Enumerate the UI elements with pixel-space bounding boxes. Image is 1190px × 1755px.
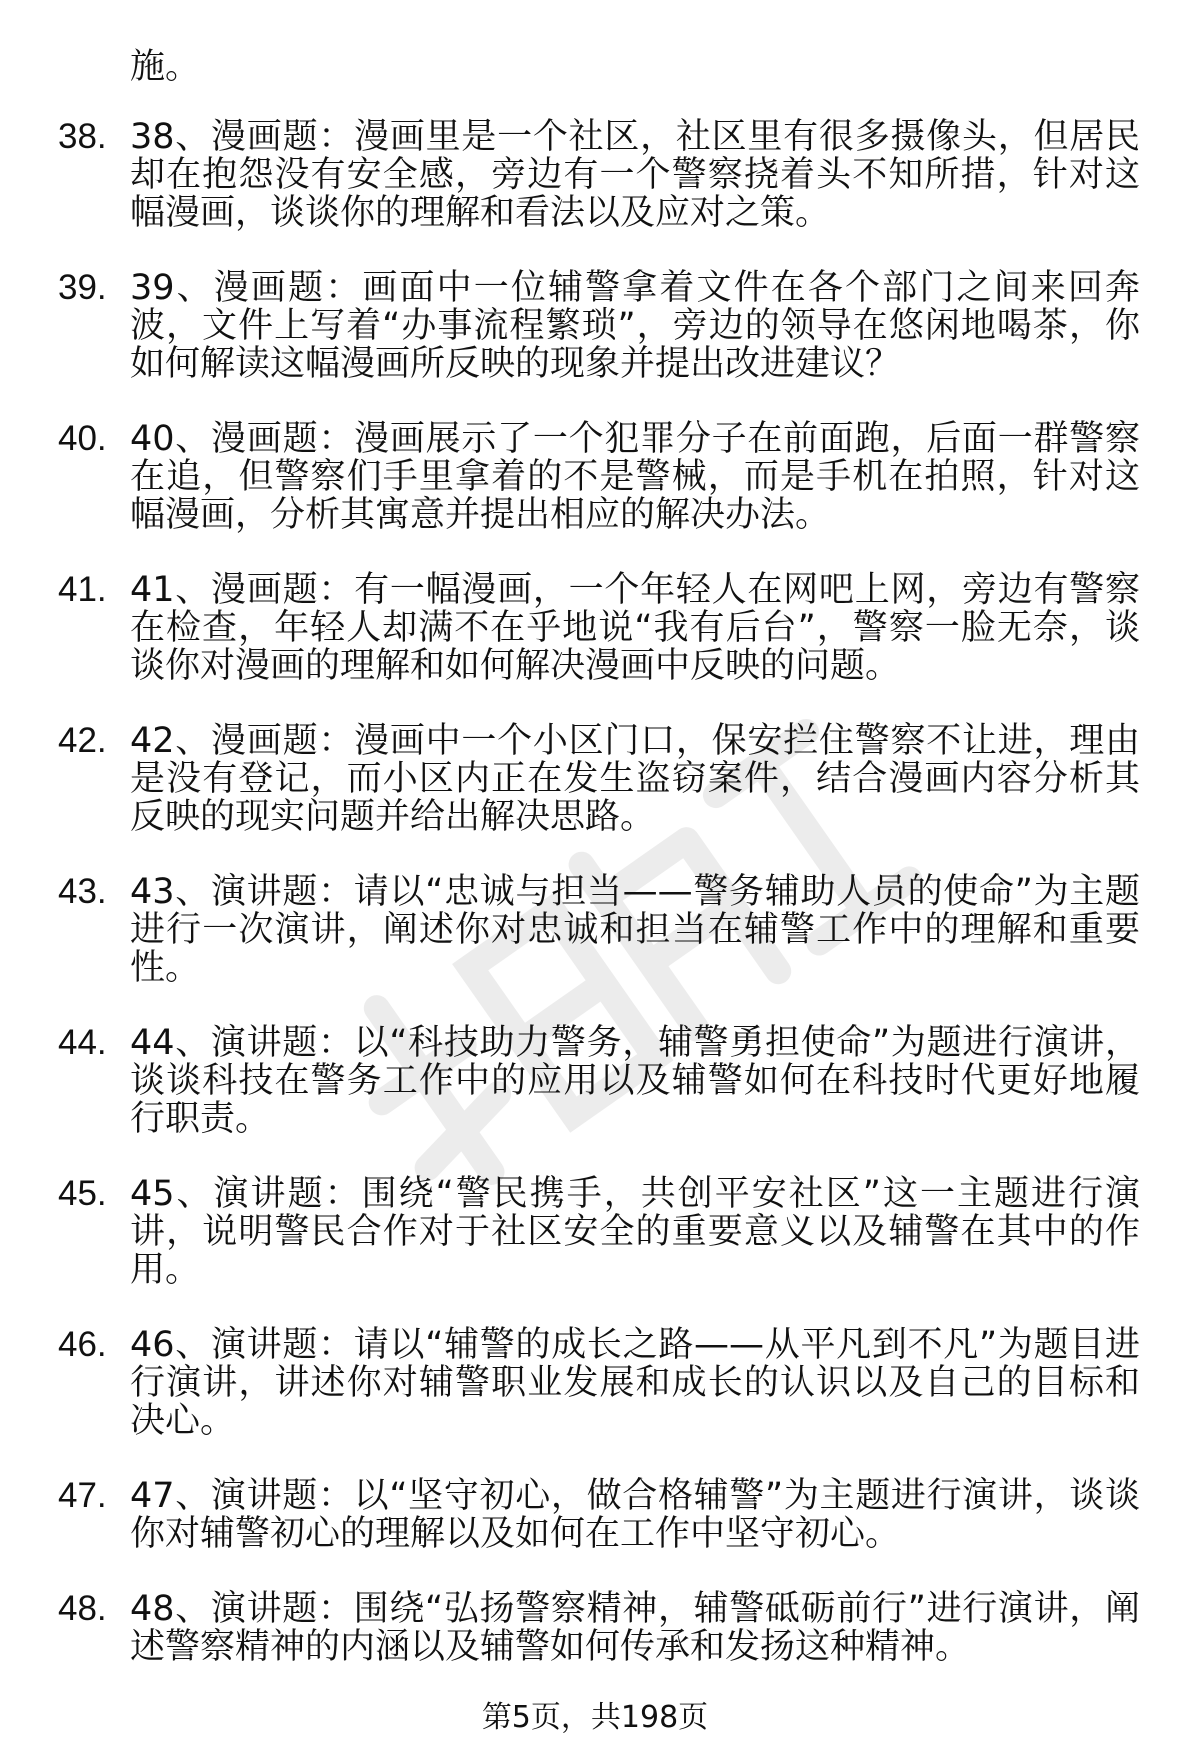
list-item: [0, 873, 1190, 987]
item-number: 44.: [58, 1023, 107, 1062]
item-text: 42、漫画题：漫画中一个小区门口，保安拦住警察不让进，理由是没有登记，而小区内正在发生盗窃案件，结合漫画内容分析其反映的现实问题并给出解决思路。: [130, 721, 1140, 837]
item-number: 38.: [58, 117, 107, 156]
list-item: [0, 1477, 1190, 1553]
item-number: 48.: [58, 1589, 107, 1628]
item-text: 40、漫画题：漫画展示了一个犯罪分子在前面跑，后面一群警察在追，但警察们手里拿着的不是警械，而是手机在拍照，针对这幅漫画，分析其寓意并提出相应的解决办法。: [130, 419, 1140, 535]
item-text: 46、演讲题：请以“辅警的成长之路——从平凡到不凡”为题目进行演讲，讲述你对辅警职业发展和成长的认识以及自己的目标和决心。: [130, 1325, 1140, 1441]
item-number: 43.: [58, 872, 107, 911]
item-number: 47.: [58, 1476, 107, 1515]
item-text: 45、演讲题：围绕“警民携手，共创平安社区”这一主题进行演讲，说明警民合作对于社区安全的重要意义以及辅警在其中的作用。: [130, 1174, 1140, 1290]
question-list: [0, 118, 1190, 1703]
item-text: 48、演讲题：围绕“弘扬警察精神，辅警砥砺前行”进行演讲，阐述警察精神的内涵以及辅警如何传承和发扬这种精神。: [130, 1589, 1140, 1667]
list-item: [0, 1590, 1190, 1666]
page-footer: 第5页，共198页: [481, 1700, 709, 1735]
item-text: 47、演讲题：以“坚守初心，做合格辅警”为主题进行演讲，谈谈你对辅警初心的理解以及如何在工作中坚守初心。: [130, 1476, 1140, 1554]
item-number: 45.: [58, 1174, 107, 1213]
item-text: 39、漫画题：画面中一位辅警拿着文件在各个部门之间来回奔波，文件上写着“办事流程繁琐”，旁边的领导在悠闲地喝茶，你如何解读这幅漫画所反映的现象并提出改进建议？: [130, 268, 1140, 384]
item-text: 41、漫画题：有一幅漫画，一个年轻人在网吧上网，旁边有警察在检查，年轻人却满不在乎地说“我有后台”，警察一脸无奈，谈谈你对漫画的理解和如何解决漫画中反映的问题。: [130, 570, 1140, 686]
item-text: 43、演讲题：请以“忠诚与担当——警务辅助人员的使命”为主题进行一次演讲，阐述你对忠诚和担当在辅警工作中的理解和重要性。: [130, 872, 1140, 988]
item-number: 42.: [58, 721, 107, 760]
list-item: [0, 1024, 1190, 1138]
list-item: [0, 118, 1190, 232]
list-item: [0, 1326, 1190, 1440]
list-item: [0, 571, 1190, 685]
item-text: 38、漫画题：漫画里是一个社区，社区里有很多摄像头，但居民却在抱怨没有安全感，旁边有一个警察挠着头不知所措，针对这幅漫画，谈谈你的理解和看法以及应对之策。: [130, 117, 1140, 233]
item-number: 41.: [58, 570, 107, 609]
list-item: [0, 1175, 1190, 1289]
item-number: 40.: [58, 419, 107, 458]
item-number: 39.: [58, 268, 107, 307]
item-text: 44、演讲题：以“科技助力警务，辅警勇担使命”为题进行演讲，谈谈科技在警务工作中的应用以及辅警如何在科技时代更好地履行职责。: [130, 1023, 1140, 1139]
list-item: [0, 269, 1190, 383]
continuation-text: 施。: [130, 47, 201, 87]
item-number: 46.: [58, 1325, 107, 1364]
list-item: [0, 420, 1190, 534]
list-item: [0, 722, 1190, 836]
